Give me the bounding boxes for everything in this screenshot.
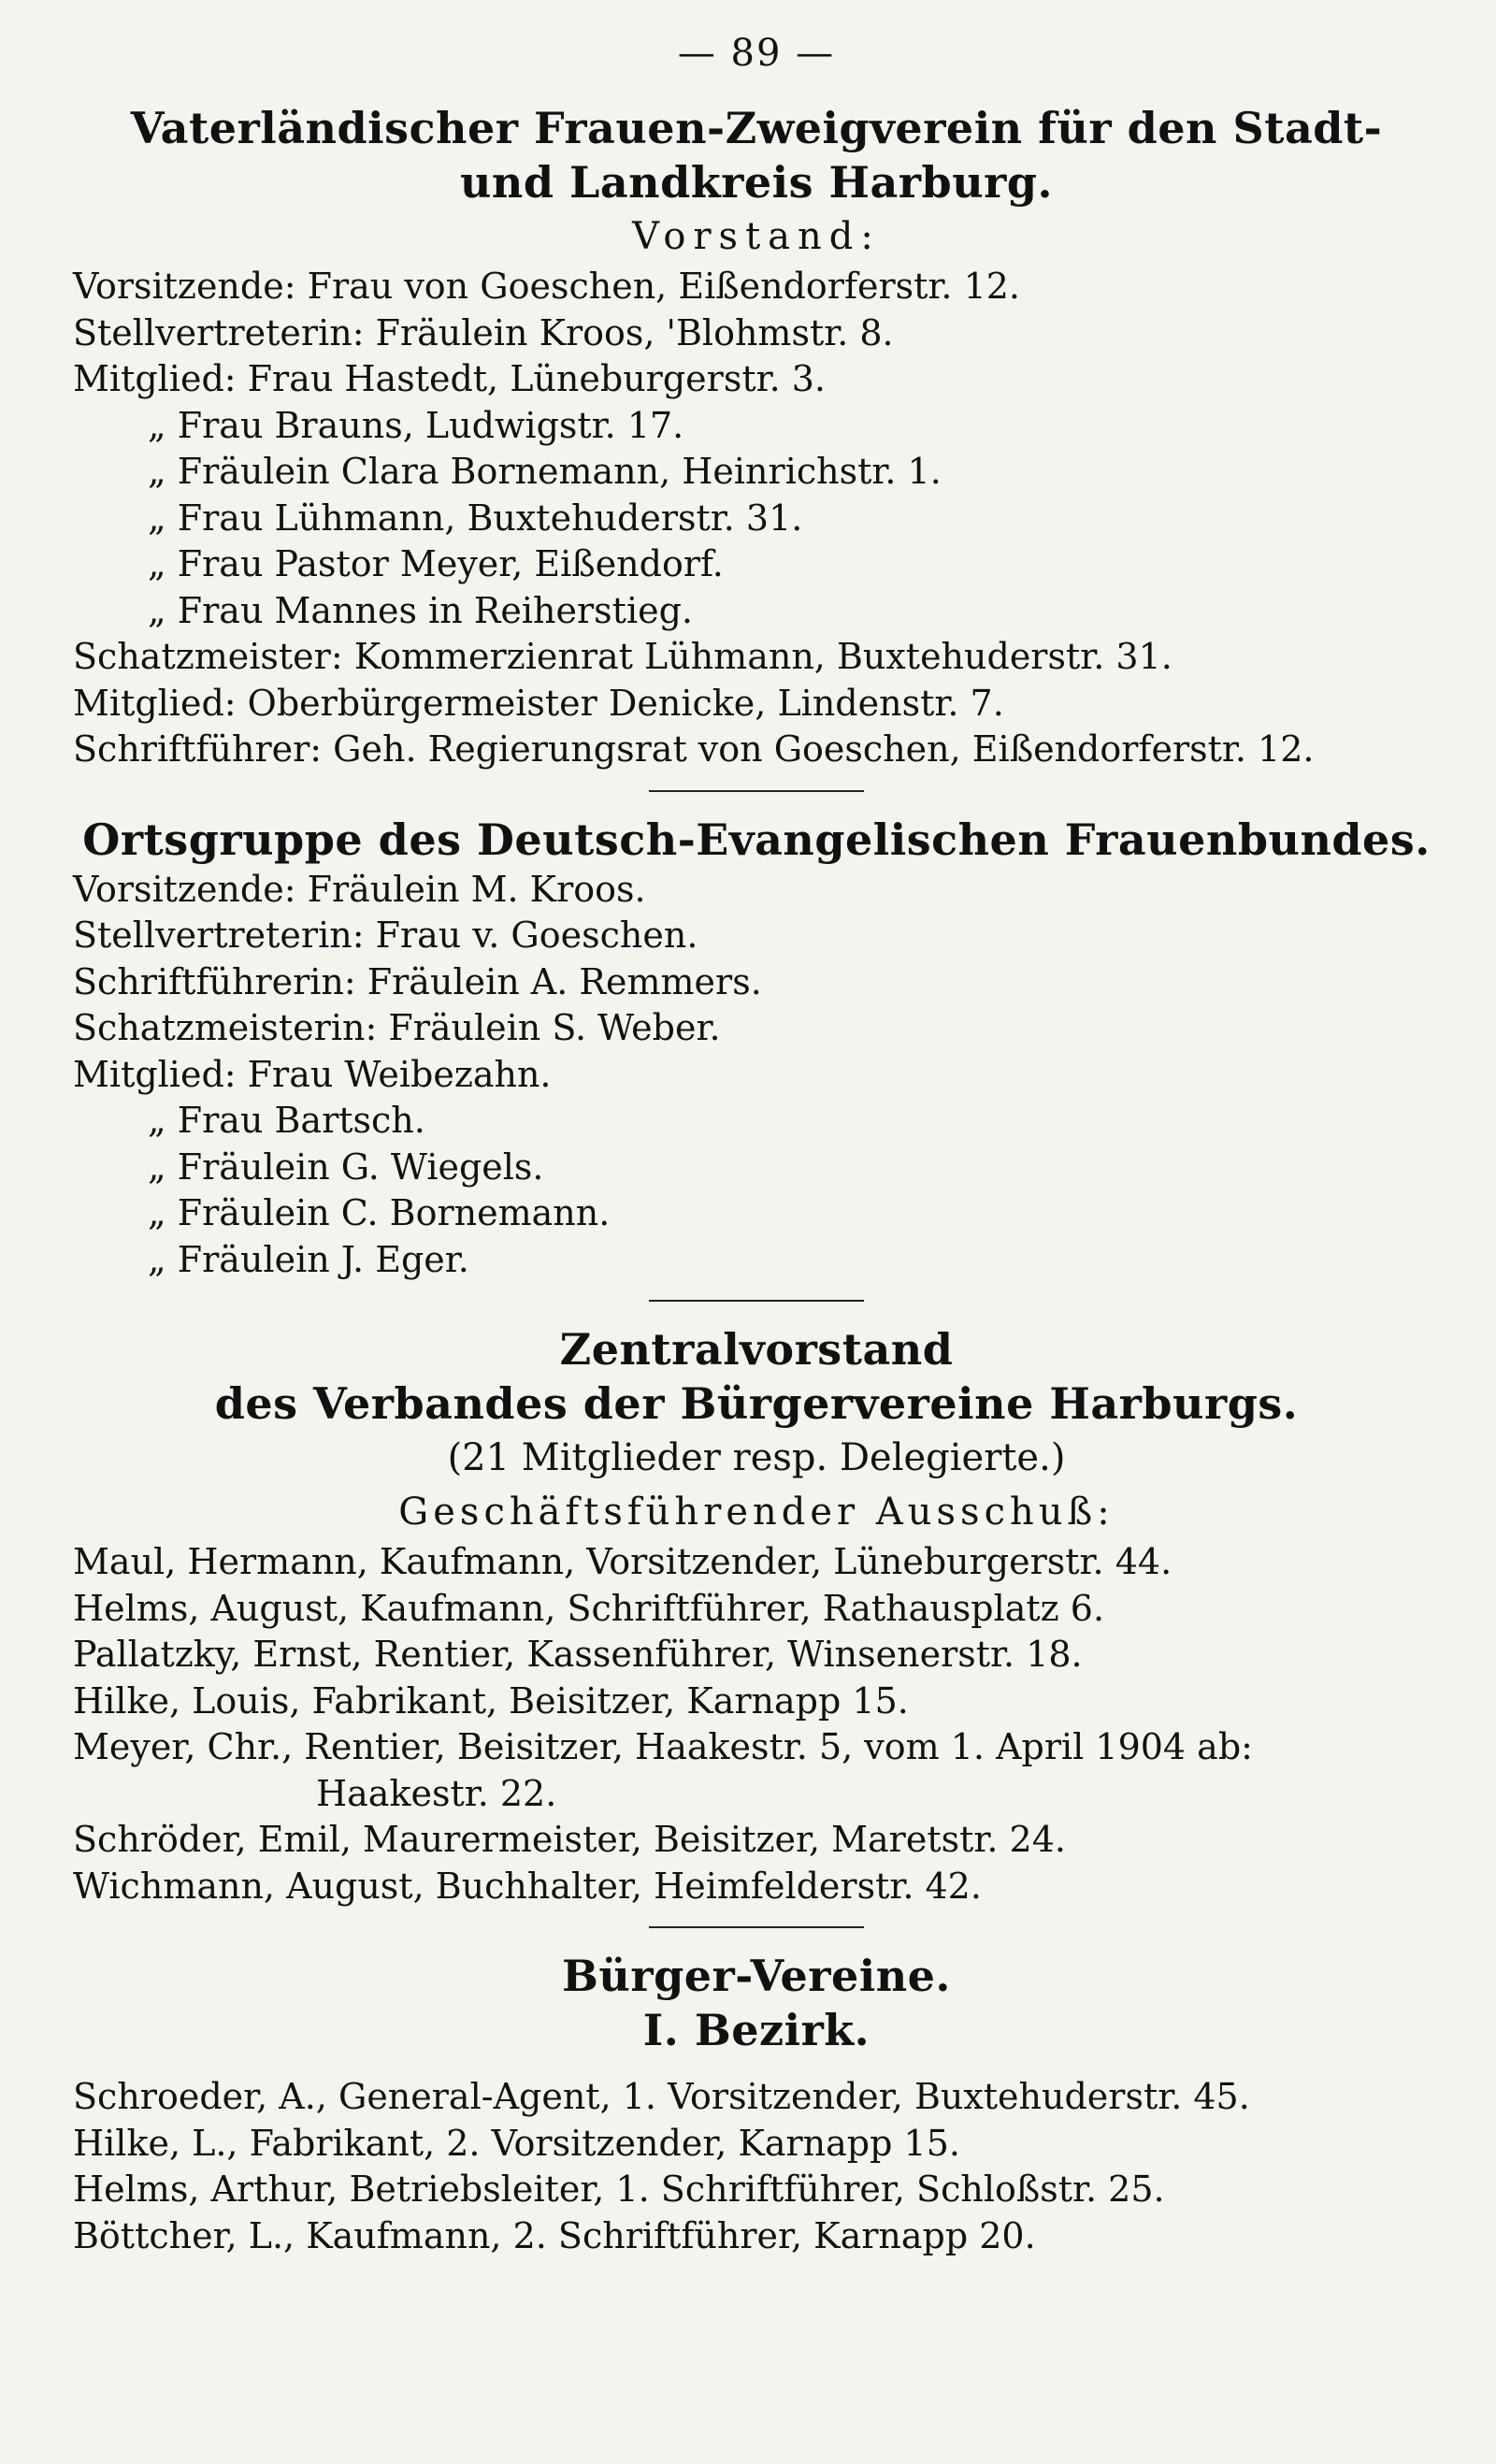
- section-divider: [649, 790, 864, 792]
- list-line: „ Frau Bartsch.: [148, 1100, 425, 1141]
- section-heading: Vaterländischer Frauen-Zweigverein für den Stadt-: [130, 103, 1383, 153]
- section-note: (21 Mitglieder resp. Delegierte.): [447, 1436, 1066, 1479]
- section-subheading: Geschäftsführender Ausschuß:: [398, 1491, 1115, 1534]
- list-line: Mitglied: Frau Hastedt, Lüneburgerstr. 3.: [73, 358, 826, 399]
- list-line: Schriftführerin: Fräulein A. Remmers.: [73, 960, 762, 1002]
- list-line: Stellvertreterin: Frau v. Goeschen.: [73, 915, 698, 956]
- section-divider: [649, 1926, 864, 1928]
- section-heading: Zentralvorstand: [559, 1324, 954, 1375]
- list-line: Schröder, Emil, Maurermeister, Beisitzer, Maretstr. 24.: [73, 1819, 1066, 1860]
- list-line: „ Frau Brauns, Ludwigstr. 17.: [148, 404, 684, 446]
- list-line: Stellvertreterin: Fräulein Kroos, 'Blohmstr. 8.: [73, 311, 894, 353]
- section-heading: I. Bezirk.: [642, 2005, 870, 2055]
- list-line: Böttcher, L., Kaufmann, 2. Schriftführer, Karnapp 20.: [73, 2214, 1036, 2256]
- section-heading: Bürger-Vereine.: [562, 1951, 951, 2001]
- page-number: — 89 —: [677, 32, 836, 75]
- list-line: Hilke, L., Fabrikant, 2. Vorsitzender, Karnapp 15.: [73, 2122, 960, 2164]
- list-line: „ Frau Mannes in Reiherstieg.: [148, 589, 693, 631]
- list-line: Mitglied: Frau Weibezahn.: [73, 1053, 552, 1095]
- list-line: Mitglied: Oberbürgermeister Denicke, Lindenstr. 7.: [73, 682, 1004, 724]
- section-heading: des Verbandes der Bürgervereine Harburgs.: [214, 1378, 1299, 1429]
- list-line: Helms, August, Kaufmann, Schriftführer, Rathausplatz 6.: [73, 1587, 1105, 1629]
- list-line: Schroeder, A., General-Agent, 1. Vorsitzender, Buxtehuderstr. 45.: [73, 2076, 1250, 2117]
- list-line: „ Fräulein G. Wiegels.: [148, 1146, 544, 1188]
- list-line: Helms, Arthur, Betriebsleiter, 1. Schriftführer, Schloßstr. 25.: [73, 2169, 1165, 2210]
- section-heading: und Landkreis Harburg.: [459, 157, 1054, 208]
- list-line: „ Fräulein C. Bornemann.: [148, 1192, 611, 1233]
- list-line: Meyer, Chr., Rentier, Beisitzer, Haakestr. 5, vom 1. April 1904 ab:: [73, 1726, 1253, 1767]
- list-line: „ Fräulein J. Eger.: [148, 1238, 469, 1280]
- list-line: Vorsitzende: Frau von Goeschen, Eißendorferstr. 12.: [73, 266, 1021, 307]
- list-line: Vorsitzende: Fräulein M. Kroos.: [73, 868, 646, 910]
- list-line: Schriftführer: Geh. Regierungsrat von Goeschen, Eißendorferstr. 12.: [73, 728, 1315, 770]
- list-line: Pallatzky, Ernst, Rentier, Kassenführer, Winsenerstr. 18.: [73, 1634, 1083, 1675]
- list-line: Hilke, Louis, Fabrikant, Beisitzer, Karnapp 15.: [73, 1679, 909, 1722]
- list-line: „ Frau Lühmann, Buxtehuderstr. 31.: [148, 497, 803, 539]
- section-subheading: Vorstand:: [632, 215, 881, 258]
- list-line: „ Frau Pastor Meyer, Eißendorf.: [148, 543, 724, 584]
- list-line: Schatzmeister: Kommerzienrat Lühmann, Buxtehuderstr. 31.: [73, 636, 1172, 677]
- list-line: Maul, Hermann, Kaufmann, Vorsitzender, Lüneburgerstr. 44.: [73, 1541, 1172, 1582]
- section-divider: [649, 1300, 864, 1302]
- list-line: Wichmann, August, Buchhalter, Heimfelderstr. 42.: [73, 1865, 982, 1907]
- list-line: Haakestr. 22.: [316, 1772, 557, 1814]
- list-line: Schatzmeisterin: Fräulein S. Weber.: [73, 1007, 721, 1048]
- list-line: „ Fräulein Clara Bornemann, Heinrichstr. 1.: [148, 451, 942, 492]
- section-heading: Ortsgruppe des Deutsch-Evangelischen Frauenbundes.: [82, 814, 1431, 865]
